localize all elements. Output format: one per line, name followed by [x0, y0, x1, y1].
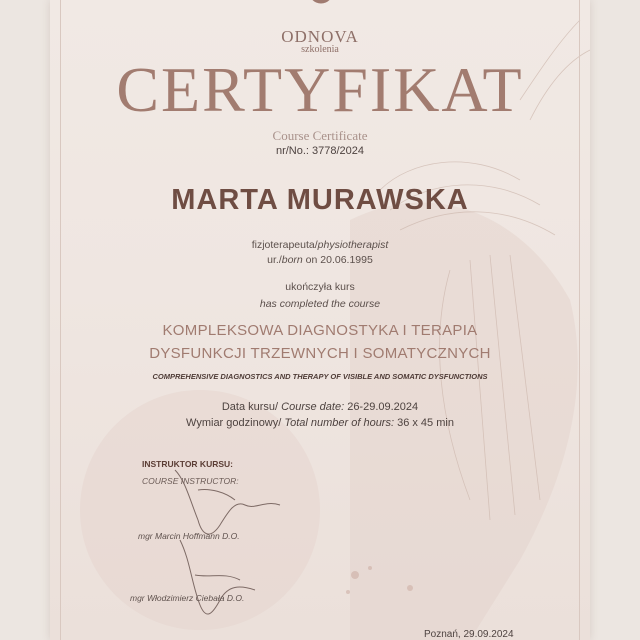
date-pl: Data kursu/ — [221, 401, 282, 413]
certificate-number: nr/No.: 3778/2024 — [275, 145, 365, 157]
certificate-title: CERTYFIKAT — [116, 54, 524, 125]
certificate-subtitle: Course Certificate — [272, 128, 368, 143]
course-date — [50, 401, 590, 413]
signatory-1: mgr Marcin Hoffmann D.O. — [138, 531, 240, 541]
certificate — [50, 0, 590, 640]
hours-en: Total number of hours: — [284, 417, 395, 429]
birth-date — [50, 254, 590, 266]
course-title-line1: KOMPLEKSOWA DIAGNOSTYKA I TERAPIA — [162, 322, 478, 339]
brand-sub: szkolenia — [301, 44, 339, 55]
completed-pl: ukończyła kurs — [285, 281, 355, 293]
signatory-2: mgr Włodzimierz Ciebała D.O. — [130, 593, 245, 603]
instructor-label: INSTRUKTOR KURSU: — [142, 459, 233, 469]
course-title-en: COMPREHENSIVE DIAGNOSTICS AND THERAPY OF VISIBLE AND SOMATIC DYSFUNCTIONS — [152, 372, 488, 381]
born-value: on 20.06.1995 — [302, 254, 373, 266]
born-en: born — [281, 254, 303, 266]
recipient-name: MARTA MURAWSKA — [171, 184, 469, 216]
instructor-label-en: COURSE INSTRUCTOR: — [142, 476, 239, 486]
course-title-line2: DYSFUNKCJI TRZEWNYCH I SOMATYCZNYCH — [149, 345, 491, 362]
hours-pl: Wymiar godzinowy/ — [186, 417, 285, 429]
brand-name: ODNOVA — [281, 27, 359, 46]
profession-pl: fizjoterapeuta/ — [251, 239, 318, 251]
profession — [50, 239, 590, 251]
odnova-logo-icon — [305, 0, 337, 16]
completed-en: has completed the course — [259, 298, 381, 310]
born-pl: ur./ — [267, 254, 282, 266]
date-value: 26-29.09.2024 — [344, 401, 419, 413]
profession-en: physiotherapist — [317, 239, 389, 251]
course-hours — [50, 417, 590, 429]
hours-value: 36 x 45 min — [394, 417, 454, 429]
date-en: Course date: — [281, 401, 345, 413]
place-and-date: Poznań, 29.09.2024 — [424, 629, 514, 640]
